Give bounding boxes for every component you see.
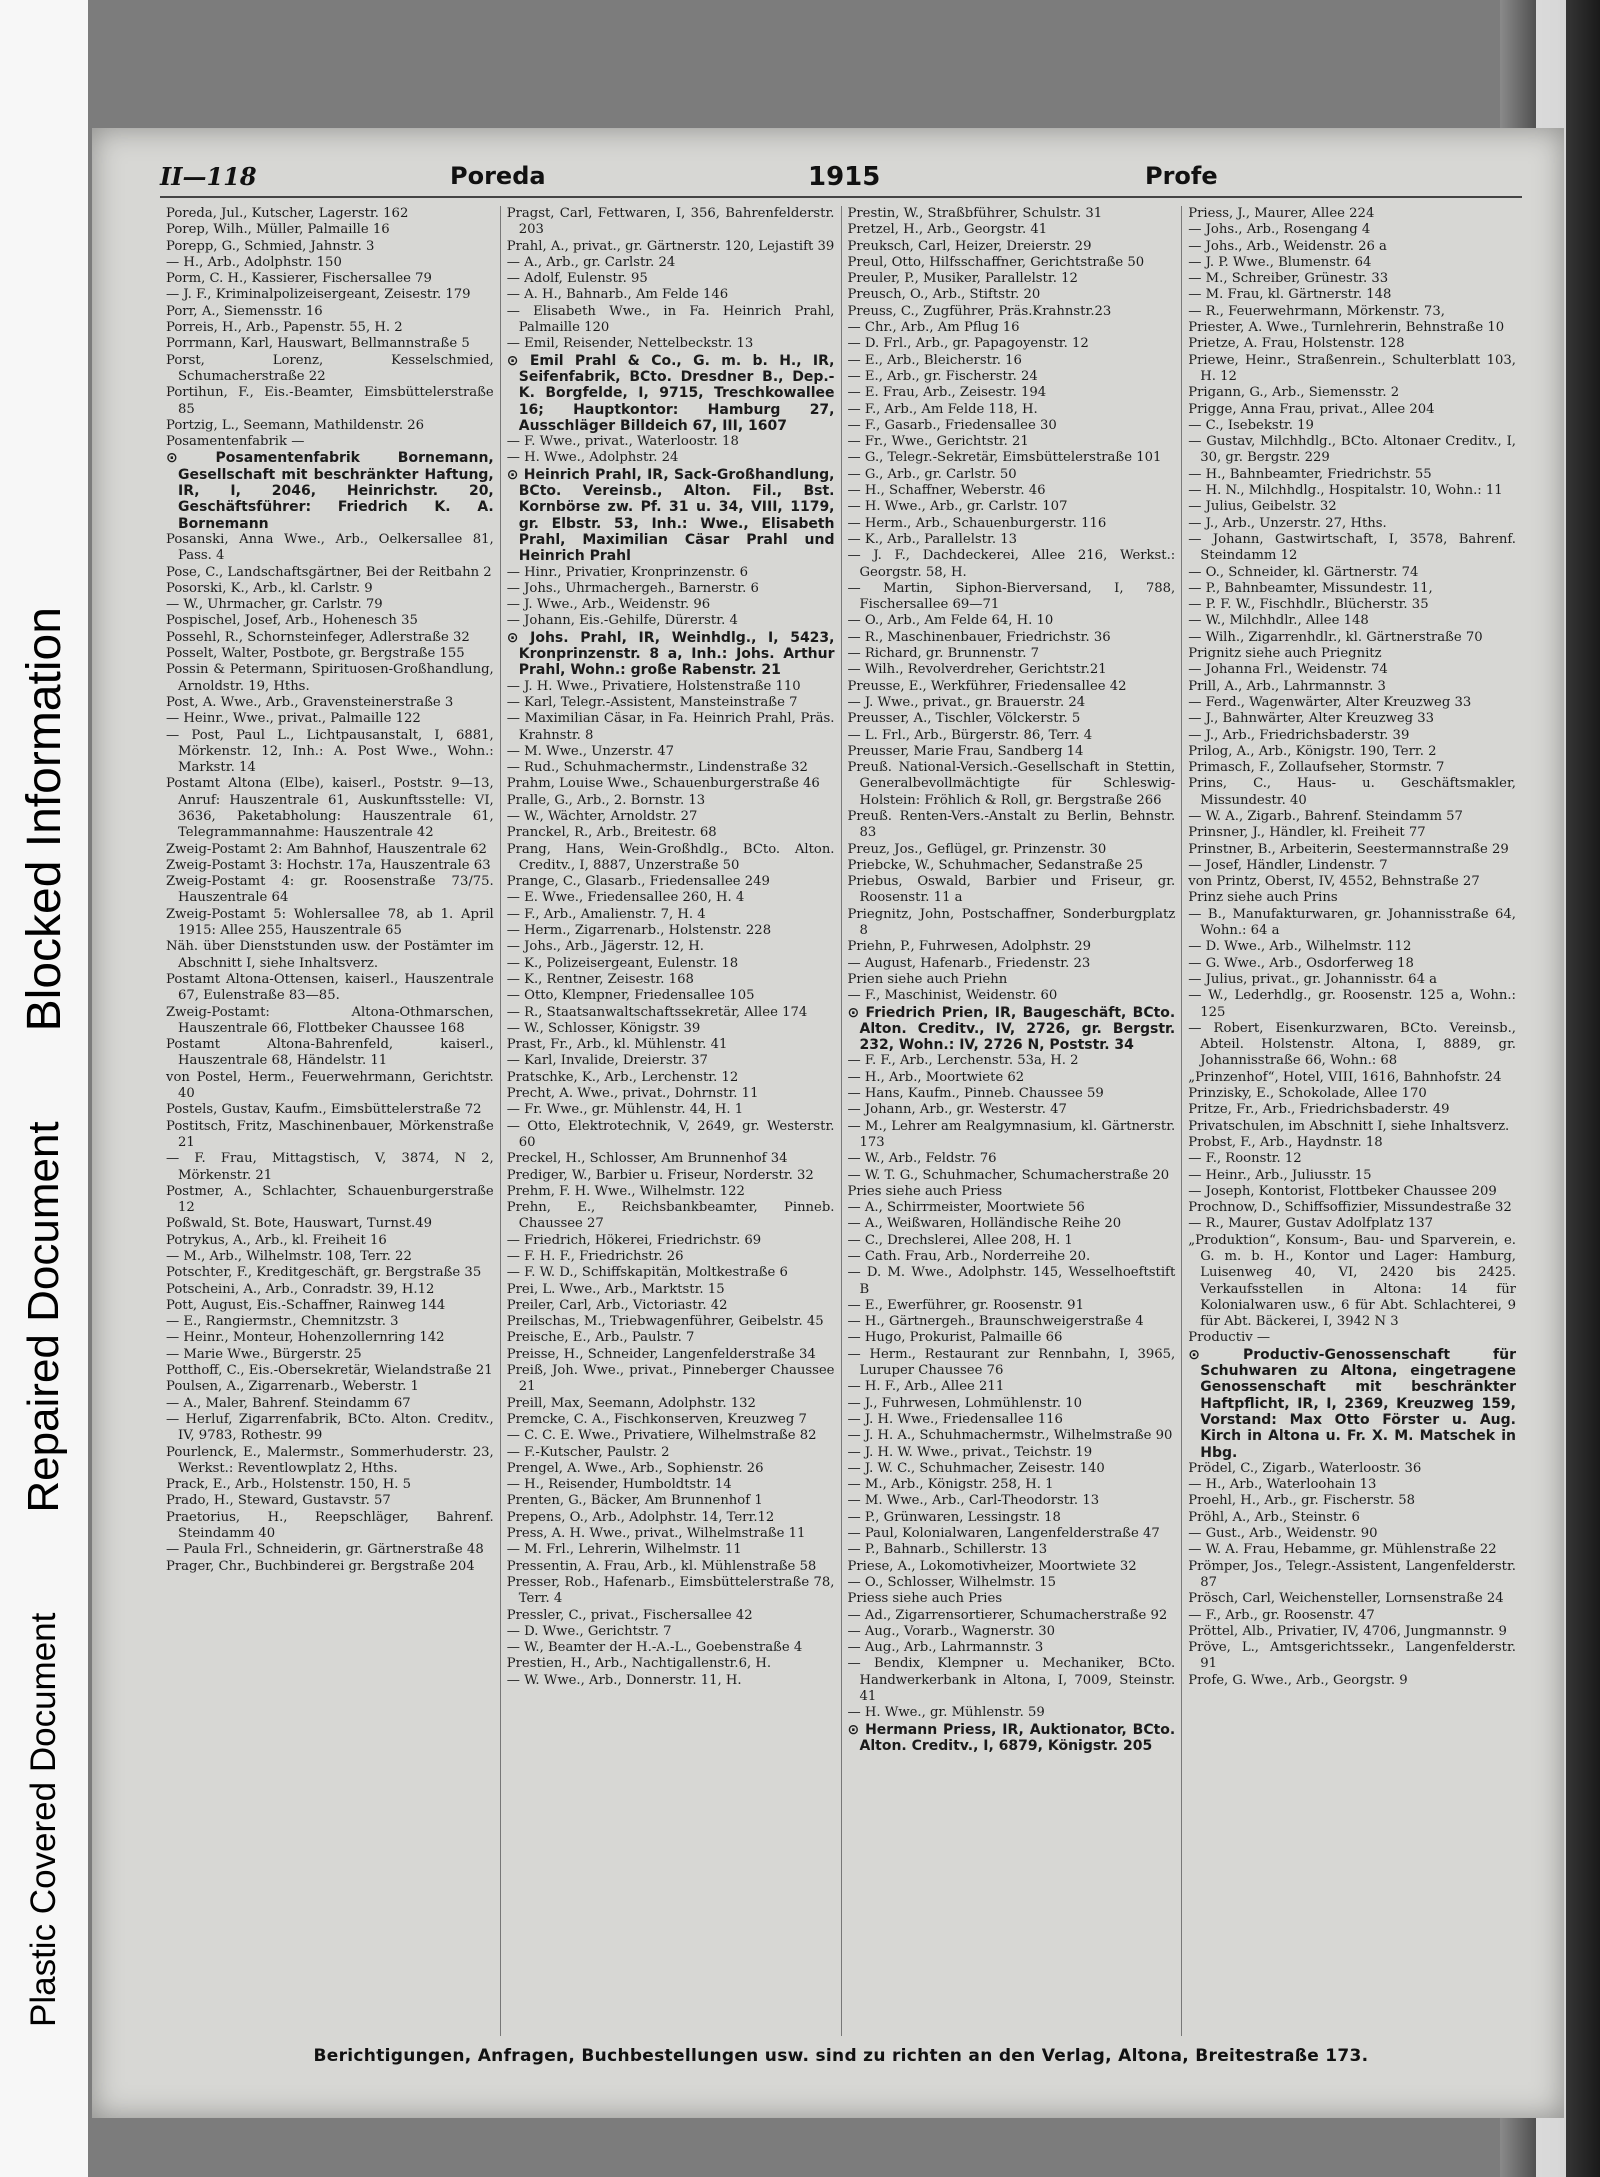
directory-entry: Priewe, Heinr., Straßenrein., Schulterblatt 103, H. 12 [1188,352,1516,384]
directory-entry: — O., Arb., Am Felde 64, H. 10 [847,613,1054,629]
directory-entry: — E., Arb., Bleicherstr. 16 [847,352,1022,368]
directory-entry: Zweig-Postamt 4: gr. Roosenstraße 73/75. Hauszentrale 64 [166,874,494,906]
directory-entry: — J. Wwe., privat., gr. Brauerstr. 24 [847,694,1086,710]
directory-entry: — A., Schirrmeister, Moortwiete 56 [847,1200,1085,1216]
directory-entry: — J. F., Dachdeckerei, Allee 216, Werkst.: Georgstr. 58, H. [847,548,1176,580]
directory-entry: ⊙ Friedrich Prien, IR, Baugeschäft, BCto. Alton. Creditv., IV, 2726, gr. Bergstr. 232, Wohn.: IV, 2726 N, Poststr. 34 [847,1004,1176,1054]
directory-entry: — W. A. Frau, Hebamme, gr. Mühlenstraße 22 [1188,1542,1497,1558]
directory-entry: Prigge, Anna Frau, privat., Allee 204 [1188,401,1435,417]
directory-entry: ⊙ Productiv-Genossenschaft für Schuhwaren zu Altona, eingetragene Genossenschaft mit beschränkter Haftpflicht, IR, I, 2369, Kreuzweg 159, Vorstand: Max Otto Förster u. Aug. Kirch in Altona u. Fr. X. M. Matschek in Hbg. [1188,1346,1516,1461]
directory-entry: ⊙ Hermann Priess, IR, Auktionator, BCto. Alton. Creditv., I, 6879, Königstr. 205 [847,1721,1176,1754]
directory-entry: — F., Maschinist, Weidenstr. 60 [847,988,1058,1004]
directory-entry: — M., Schreiber, Grünestr. 33 [1188,271,1389,287]
directory-entry: — Paula Frl., Schneiderin, gr. Gärtnerstraße 48 [166,1542,484,1558]
column-4 [1181,206,1522,2036]
directory-entry: — E. Wwe., Friedensallee 260, H. 4 [506,890,745,906]
directory-entry: Possehl, R., Schornsteinfeger, Adlerstraße 32 [166,629,470,645]
directory-entry: — Gust., Arb., Weidenstr. 90 [1188,1526,1378,1542]
directory-entry: — A., Arb., gr. Carlstr. 24 [506,254,676,270]
directory-entry: — Herm., Arb., Schauenburgerstr. 116 [847,515,1107,531]
directory-entry: Prinsner, J., Händler, kl. Freiheit 77 [1188,825,1426,841]
directory-entry: Press, A. H. Wwe., privat., Wilhelmstraße 11 [506,1526,806,1542]
directory-entry: von Postel, Herm., Feuerwehrmann, Gerichtstr. 40 [166,1069,494,1102]
directory-entry: — Ferd., Wagenwärter, Alter Kreuzweg 33 [1188,694,1472,710]
directory-entry: Portihun, F., Eis.-Beamter, Eimsbüttelerstraße 85 [166,385,494,417]
directory-entry: — Fr. Wwe., gr. Mühlenstr. 44, H. 1 [506,1102,744,1118]
directory-entry: — D. Wwe., Gerichtstr. 7 [506,1623,672,1639]
directory-entry: — J. F., Kriminalpolizeisergeant, Zeisestr. 179 [166,287,471,303]
directory-entry: Prödel, C., Zigarb., Waterloostr. 36 [1188,1460,1422,1476]
directory-entry: — M., Lehrer am Realgymnasium, kl. Gärtnerstr. 173 [847,1118,1176,1150]
directory-entry: — W. T. G., Schuhmacher, Schumacherstraße 20 [847,1167,1170,1183]
directory-entry: Priehn, P., Fuhrwesen, Adolphstr. 29 [847,939,1091,955]
directory-entry: Prill, A., Arb., Lahrmannstr. 3 [1188,678,1386,694]
directory-entry: Prestin, W., Straßbführer, Schulstr. 31 [847,206,1103,221]
directory-entry: — M. Frau, kl. Gärtnerstr. 148 [1188,287,1392,303]
entry-columns [160,206,1522,2036]
directory-entry: Prang, Hans, Wein-Großhdlg., BCto. Alton. Creditv., I, 8887, Unzerstraße 50 [506,841,835,873]
directory-entry: — K., Rentner, Zeisestr. 168 [506,971,694,987]
directory-entry: — F. H. F., Friedrichstr. 26 [506,1249,684,1264]
directory-entry: — Julius, privat., gr. Johannisstr. 64 a [1188,971,1438,987]
directory-entry: — Aug., Arb., Lahrmannstr. 3 [847,1640,1044,1656]
directory-entry: Preul, Otto, Hilfsschaffner, Gerichtstraße 50 [847,254,1145,270]
directory-entry: Pressentin, A. Frau, Arb., kl. Mühlenstraße 58 [506,1558,817,1574]
directory-entry: Zweig-Postamt 3: Hochstr. 17a, Hauszentrale 63 [166,857,491,873]
directory-entry: Probst, F., Arb., Haydnstr. 18 [1188,1134,1383,1150]
directory-entry: — Friedrich, Hökerei, Friedrichstr. 69 [506,1232,762,1248]
directory-entry: Porrmann, Karl, Hauswart, Bellmannstraße 5 [166,336,470,352]
directory-entry: Praetorius, H., Reepschläger, Bahrenf. Steindamm 40 [166,1509,494,1542]
directory-entry: — R., Maurer, Gustav Adolfplatz 137 [1188,1216,1434,1232]
directory-entry: Preckel, H., Schlosser, Am Brunnenhof 34 [506,1151,788,1167]
directory-entry: Pries siehe auch Priess [847,1183,1003,1199]
directory-entry: Postamt Altona-Bahrenfeld, kaiserl., Hauszentrale 68, Händelstr. 11 [166,1037,494,1069]
directory-entry: Prigann, G., Arb., Siemensstr. 2 [1188,385,1400,401]
directory-entry: — H. Wwe., Arb., gr. Carlstr. 107 [847,499,1068,515]
directory-entry: — Robert, Eisenkurzwaren, BCto. Vereinsb., Abteil. Holstenstr. Altona, I, 8889, gr. Johannisstraße 66, Wohn.: 68 [1188,1020,1516,1069]
directory-entry: Poßwald, St. Bote, Hauswart, Turnst.49 [166,1216,433,1232]
page-number: II—118 [160,162,257,191]
directory-entry: — F., Gasarb., Friedensallee 30 [847,417,1057,433]
directory-entry: Poulsen, A., Zigarrenarb., Weberstr. 1 [166,1379,419,1395]
directory-entry: — Julius, Geibelstr. 32 [1188,499,1337,515]
directory-entry: Portzig, L., Seemann, Mathildenstr. 26 [166,417,425,433]
directory-entry: — Hans, Kaufm., Pinneb. Chaussee 59 [847,1086,1104,1102]
directory-entry: — M. Wwe., Arb., Carl-Theodorstr. 13 [847,1493,1100,1509]
directory-entry: — L. Frl., Arb., Bürgerstr. 86, Terr. 4 [847,727,1093,743]
page-header [160,148,1522,198]
directory-entry: — P. F. W., Fischhdlr., Blücherstr. 35 [1188,597,1429,613]
directory-entry: Pröhl, A., Arb., Steinstr. 6 [1188,1509,1360,1525]
directory-entry: — Wilh., Revolverdreher, Gerichtstr.21 [847,662,1107,678]
directory-entry: — J. P. Wwe., Blumenstr. 64 [1188,254,1372,270]
directory-entry: Postels, Gustav, Kaufm., Eimsbüttelerstraße 72 [166,1102,482,1118]
directory-entry: Precht, A. Wwe., privat., Dohrnstr. 11 [506,1086,759,1102]
directory-entry: — F. Frau, Mittagstisch, V, 3874, N 2, Mörkenstr. 21 [166,1151,494,1183]
directory-entry: Productiv — [1188,1330,1271,1346]
directory-entry: Prenten, G., Bäcker, Am Brunnenhof 1 [506,1493,763,1509]
directory-entry: Pröve, L., Amtsgerichtssekr., Langenfelderstr. 91 [1188,1640,1516,1672]
directory-entry: — H. Wwe., gr. Mühlenstr. 59 [847,1705,1045,1721]
directory-entry: — J. H. W. Wwe., privat., Teichstr. 19 [847,1444,1093,1460]
directory-entry: Preilschas, M., Triebwagenführer, Geibelstr. 45 [506,1314,824,1330]
directory-entry: Profe, G. Wwe., Arb., Georgstr. 9 [1188,1672,1408,1688]
directory-entry: — Rud., Schuhmachermstr., Lindenstraße 32 [506,760,808,776]
directory-entry: Potschter, F., Kreditgeschäft, gr. Bergstraße 35 [166,1265,482,1281]
directory-entry: — Heinr., Wwe., privat., Palmaille 122 [166,711,421,727]
directory-entry: Pressler, C., privat., Fischersallee 42 [506,1607,753,1623]
directory-entry: — K., Polizeisergeant, Eulenstr. 18 [506,955,739,971]
column-3 [841,206,1182,2036]
directory-entry: — W. Wwe., Arb., Donnerstr. 11, H. [506,1672,742,1688]
directory-entry: Prien siehe auch Priehn [847,971,1008,987]
directory-entry: Prestien, H., Arb., Nachtigallenstr.6, H. [506,1656,772,1672]
directory-entry: — W., Wächter, Arnoldstr. 27 [506,808,698,824]
directory-entry: Prinz siehe auch Prins [1188,890,1338,906]
directory-entry: — J. Wwe., Arb., Weidenstr. 96 [506,597,711,613]
directory-entry: — H., Schaffner, Weberstr. 46 [847,483,1046,499]
directory-entry: — H., Arb., Moortwiete 62 [847,1069,1025,1085]
directory-entry: Possin & Petermann, Spirituosen-Großhandlung, Arnoldstr. 19, Hths. [166,662,494,694]
directory-entry: — Karl, Invalide, Dreierstr. 37 [506,1053,708,1069]
directory-entry: — F. Wwe., privat., Waterloostr. 18 [506,434,739,450]
directory-entry: Prilog, A., Arb., Königstr. 190, Terr. 2 [1188,743,1437,759]
directory-entry: — J. W. C., Schuhmacher, Zeisestr. 140 [847,1460,1105,1476]
directory-entry: — F., Arb., Am Felde 118, H. [847,401,1038,417]
directory-entry: — Hugo, Prokurist, Palmaille 66 [847,1330,1063,1346]
directory-entry: — Cath. Frau, Arb., Norderreihe 20. [847,1249,1091,1264]
directory-entry: — H., Reisender, Humboldtstr. 14 [506,1477,732,1493]
directory-entry: — Wilh., Zigarrenhdlr., kl. Gärtnerstraße 70 [1188,629,1483,645]
directory-entry: — F., Arb., gr. Roosenstr. 47 [1188,1607,1375,1623]
directory-entry: — J., Bahnwärter, Alter Kreuzweg 33 [1188,711,1435,727]
directory-entry: — W., Uhrmacher, gr. Carlstr. 79 [166,597,383,613]
directory-entry: — H., Gärtnergeh., Braunschweigerstraße 4 [847,1314,1144,1330]
directory-entry: Preuz, Jos., Geflügel, gr. Prinzenstr. 30 [847,841,1107,857]
directory-entry: — R., Maschinenbauer, Friedrichstr. 36 [847,629,1111,645]
directory-entry: — Marie Wwe., Bürgerstr. 25 [166,1346,362,1362]
directory-entry: Pospischel, Josef, Arb., Hohenesch 35 [166,613,418,629]
directory-entry: Prinstner, B., Arbeiterin, Seestermannstraße 29 [1188,841,1509,857]
directory-entry: „Prinzenhof“, Hotel, VIII, 1616, Bahnhofstr. 24 [1188,1069,1502,1085]
directory-entry: Prietze, A. Frau, Holstenstr. 128 [1188,336,1405,352]
directory-entry: Postamt Altona (Elbe), kaiserl., Poststr. 9—13, Anruf: Hauszentrale 61, Auskunftsstelle: VI, 3636, Paketabholung: Hauszentrale 61, Telegrammannahme: Hauszentrale 42 [166,776,494,841]
directory-entry: Pritze, Fr., Arb., Friedrichsbaderstr. 49 [1188,1102,1450,1118]
directory-entry: Porr, A., Siemensstr. 16 [166,303,323,319]
directory-entry: Preiler, Carl, Arb., Victoriastr. 42 [506,1297,728,1313]
directory-entry: — H. F., Arb., Allee 211 [847,1379,1005,1395]
directory-entry: — G., Telegr.-Sekretär, Eimsbüttelerstraße 101 [847,450,1162,466]
directory-entry: Privatschulen, im Abschnitt I, siehe Inhaltsverz. [1188,1118,1510,1134]
directory-entry: Prepens, O., Arb., Adolphstr. 14, Terr.12 [506,1509,775,1525]
directory-entry: Prange, C., Glasarb., Friedensallee 249 [506,874,770,890]
directory-entry: — M. Frl., Lehrerin, Wilhelmstr. 11 [506,1542,742,1558]
directory-entry: Post, A. Wwe., Arb., Gravensteinerstraße 3 [166,694,454,710]
directory-entry: Preiß, Joh. Wwe., privat., Pinneberger Chaussee 21 [506,1363,835,1395]
directory-entry: Prei, L. Wwe., Arb., Marktstr. 15 [506,1281,725,1297]
directory-entry: Postitsch, Fritz, Maschinenbauer, Mörkenstraße 21 [166,1118,494,1150]
directory-entry: Porreis, H., Arb., Papenstr. 55, H. 2 [166,320,403,336]
directory-entry: — Herluf, Zigarrenfabrik, BCto. Alton. Creditv., IV, 9783, Rothestr. 99 [166,1411,494,1444]
directory-entry: — Martin, Siphon-Bierversand, I, 788, Fischersallee 69—71 [847,580,1176,613]
directory-entry: — W., Arb., Feldstr. 76 [847,1151,997,1167]
directory-entry: — Fr., Wwe., Gerichtstr. 21 [847,434,1029,450]
directory-entry: Priese, A., Lokomotivheizer, Moortwiete 32 [847,1558,1137,1574]
repaired-document-label: Repaired Document [19,1121,68,1513]
directory-entry: Zweig-Postamt 5: Wohlersallee 78, ab 1. April 1915: Allee 255, Hauszentrale 65 [166,906,494,939]
directory-entry: — E., Ewerführer, gr. Roosenstr. 91 [847,1297,1084,1313]
directory-entry: — H., Arb., Adolphstr. 150 [166,254,342,270]
directory-entry: — K., Arb., Parallelstr. 13 [847,531,1018,547]
directory-entry: Preusch, O., Arb., Stiftstr. 20 [847,287,1041,303]
directory-entry: — R., Staatsanwaltschaftssekretär, Allee 174 [506,1004,808,1020]
directory-entry: Prado, H., Steward, Gustavstr. 57 [166,1493,391,1509]
plastic-covered-label: Plastic Covered Document [24,1612,63,2027]
directory-entry: Preuss, C., Zugführer, Präs.Krahnstr.23 [847,303,1112,319]
directory-entry: — F., Roonstr. 12 [1188,1151,1302,1167]
directory-entry: Prignitz siehe auch Priegnitz [1188,646,1382,662]
header-first-entry: Poreda [450,162,546,190]
directory-entry: — H. N., Milchhdlg., Hospitalstr. 10, Wohn.: 11 [1188,483,1503,499]
directory-entry: Porm, C. H., Kassierer, Fischersallee 79 [166,271,432,287]
directory-entry: — B., Manufakturwaren, gr. Johannisstraße 64, Wohn.: 64 a [1188,906,1516,939]
directory-entry: Posorski, K., Arb., kl. Carlstr. 9 [166,580,373,596]
directory-entry: — Johann, Gastwirtschaft, I, 3578, Bahrenf. Steindamm 12 [1188,531,1516,564]
directory-entry: — Johs., Arb., Rosengang 4 [1188,222,1371,238]
directory-entry: — C. C. E. Wwe., Privatiere, Wilhelmstraße 82 [506,1428,817,1444]
directory-entry: — H. Wwe., Adolphstr. 24 [506,450,679,466]
directory-entry: Prack, E., Arb., Holstenstr. 150, H. 5 [166,1477,412,1493]
directory-entry: — W., Lederhdlg., gr. Roosenstr. 125 a, Wohn.: 125 [1188,988,1516,1020]
directory-entry: ⊙ Johs. Prahl, IR, Weinhdlg., I, 5423, Kronprinzenstr. 8 a, Inh.: Johs. Arthur Prahl, Wohn.: große Rabenstr. 21 [506,629,835,679]
directory-entry: — A., Maler, Bahrenf. Steindamm 67 [166,1395,411,1411]
directory-entry: Porepp, G., Schmied, Jahnstr. 3 [166,238,375,254]
directory-entry: — C., Drechslerei, Allee 208, H. 1 [847,1232,1073,1248]
directory-entry: Posselt, Walter, Postbote, gr. Bergstraße 155 [166,646,465,662]
directory-entry: Pragst, Carl, Fettwaren, I, 356, Bahrenfelderstr. 203 [506,206,835,238]
directory-entry: Posamentenfabrik — [166,434,305,450]
directory-entry: — Maximilian Cäsar, in Fa. Heinrich Prahl, Präs. Krahnstr. 8 [506,711,835,743]
directory-entry: Pretzel, H., Arb., Georgstr. 41 [847,222,1048,238]
directory-entry: Priegnitz, John, Postschaffner, Sonderburgplatz 8 [847,906,1176,939]
directory-entry: — P., Grünwaren, Lessingstr. 18 [847,1509,1061,1525]
directory-entry: — Johs., Uhrmachergeh., Barnerstr. 6 [506,580,759,596]
directory-entry: von Printz, Oberst, IV, 4552, Behnstraße 27 [1188,874,1480,890]
directory-entry: — P., Bahnbeamter, Missundestr. 11, [1188,580,1433,596]
directory-entry: Preill, Max, Seemann, Adolphstr. 132 [506,1395,756,1411]
directory-entry: — Hinr., Privatier, Kronprinzenstr. 6 [506,564,749,580]
directory-entry: — G. Wwe., Arb., Osdorferweg 18 [1188,955,1414,971]
directory-entry: — W. A., Zigarb., Bahrenf. Steindamm 57 [1188,808,1463,824]
directory-entry: — Ad., Zigarrensortierer, Schumacherstraße 92 [847,1607,1168,1623]
directory-entry: Pralle, G., Arb., 2. Bornstr. 13 [506,792,706,808]
directory-entry: ⊙ Emil Prahl & Co., G. m. b. H., IR, Seifenfabrik, BCto. Dresdner B., Dep.-K. Borgfelde, I, 9715, Treschkowallee 16; Hauptkontor: Hamburg 27, Ausschläger Billdeich 67, III, 1607 [506,352,835,434]
directory-entry: Potscheini, A., Arb., Conradstr. 39, H.12 [166,1281,435,1297]
directory-entry: — A., Weißwaren, Holländische Reihe 20 [847,1216,1122,1232]
directory-entry: Poreda, Jul., Kutscher, Lagerstr. 162 [166,206,409,221]
directory-entry: Premcke, C. A., Fischkonserven, Kreuzweg 7 [506,1411,807,1427]
directory-entry: — Bendix, Klempner u. Mechaniker, BCto. Handwerkerbank in Altona, I, 7009, Steinstr. 41 [847,1656,1176,1705]
directory-entry: Preusser, Marie Frau, Sandberg 14 [847,743,1084,759]
directory-entry: Prehm, F. H. Wwe., Wilhelmstr. 122 [506,1183,745,1199]
directory-entry: — O., Schneider, kl. Gärtnerstr. 74 [1188,564,1419,580]
directory-entry: Zweig-Postamt: Altona-Othmarschen, Hauszentrale 66, Flottbeker Chaussee 168 [166,1004,494,1036]
directory-entry: — F., Arb., Amalienstr. 7, H. 4 [506,906,706,922]
directory-entry: — F. W. D., Schiffskapitän, Moltkestraße 6 [506,1265,788,1281]
directory-entry: — W., Milchhdlr., Allee 148 [1188,613,1369,629]
directory-entry: — Post, Paul L., Lichtpausanstalt, I, 6881, Mörkenstr. 12, Inh.: A. Post Wwe., Wohn.: Markstr. 14 [166,727,494,776]
directory-entry: — F.-Kutscher, Paulstr. 2 [506,1444,670,1460]
directory-entry: — G., Arb., gr. Carlstr. 50 [847,466,1017,482]
directory-entry: ⊙ Posamentenfabrik Bornemann, Gesellschaft mit beschränkter Haftung, IR, I, 2046, Heinrichstr. 20, Geschäftsführer: Friedrich K. A. Bornemann [166,450,494,532]
directory-entry: — Chr., Arb., Am Pflug 16 [847,320,1020,336]
directory-entry: — M., Arb., Königstr. 258, H. 1 [847,1477,1054,1493]
directory-entry: Pourlenck, E., Malermstr., Sommerhuderstr. 23, Werkst.: Reventlowplatz 2, Hths. [166,1444,494,1476]
directory-entry: Näh. über Dienststunden usw. der Postämter im Abschnitt I, siehe Inhaltsverz. [166,939,494,971]
directory-entry: Preuß. Renten-Vers.-Anstalt zu Berlin, Behnstr. 83 [847,808,1176,841]
directory-entry: Preusser, A., Tischler, Völckerstr. 5 [847,711,1081,727]
directory-entry: Preuksch, Carl, Heizer, Dreierstr. 29 [847,238,1092,254]
directory-entry: Prömper, Jos., Telegr.-Assistent, Langenfelderstr. 87 [1188,1558,1516,1590]
directory-entry: — M., Arb., Wilhelmstr. 108, Terr. 22 [166,1249,412,1264]
directory-entry: — Otto, Klempner, Friedensallee 105 [506,988,755,1004]
directory-entry: Primasch, F., Zollaufseher, Stormstr. 7 [1188,760,1445,776]
directory-entry: — D. M. Wwe., Adolphstr. 145, Wesselhoeftstift B [847,1265,1176,1297]
directory-entry: Prehn, E., Reichsbankbeamter, Pinneb. Chaussee 27 [506,1200,835,1232]
directory-entry: Porep, Wilh., Müller, Palmaille 16 [166,222,390,238]
directory-entry: — Heinr., Arb., Juliusstr. 15 [1188,1167,1372,1183]
directory-entry: — Paul, Kolonialwaren, Langenfelderstraße 47 [847,1526,1160,1542]
directory-entry: Priebus, Oswald, Barbier und Friseur, gr. Roosenstr. 11 a [847,874,1176,906]
directory-entry: — Herm., Restaurant zur Rennbahn, I, 3965, Luruper Chaussee 76 [847,1346,1176,1379]
directory-entry: — A. H., Bahnarb., Am Felde 146 [506,287,729,303]
directory-entry: — Johann, Arb., gr. Westerstr. 47 [847,1102,1067,1118]
directory-entry: — M. Wwe., Unzerstr. 47 [506,743,674,759]
directory-entry: Potrykus, A., Arb., kl. Freiheit 16 [166,1232,387,1248]
directory-entry: — R., Feuerwehrmann, Mörkenstr. 73, [1188,303,1445,319]
directory-entry: — W., Beamter der H.-A.-L., Goebenstraße 4 [506,1640,803,1656]
header-last-entry: Profe [1145,162,1218,190]
directory-entry: — J., Arb., Unzerstr. 27, Hths. [1188,515,1387,531]
directory-entry: — J., Arb., Friedrichsbaderstr. 39 [1188,727,1410,743]
directory-entry: — Johanna Frl., Weidenstr. 74 [1188,662,1388,678]
directory-entry: Preusse, E., Werkführer, Friedensallee 42 [847,678,1127,694]
directory-entry: — Johs., Arb., Jägerstr. 12, H. [506,939,704,955]
directory-entry: Prast, Fr., Arb., kl. Mühlenstr. 41 [506,1037,728,1053]
directory-entry: — O., Schlosser, Wilhelmstr. 15 [847,1574,1057,1590]
directory-entry: Priess siehe auch Pries [847,1591,1003,1607]
directory-entry: — Elisabeth Wwe., in Fa. Heinrich Prahl, Palmaille 120 [506,303,835,336]
directory-entry: — J. H. A., Schuhmachermstr., Wilhelmstraße 90 [847,1428,1173,1444]
directory-entry: — August, Hafenarb., Friedenstr. 23 [847,955,1091,971]
directory-entry: ⊙ Heinrich Prahl, IR, Sack-Großhandlung, BCto. Vereinsb., Alton. Fil., Bst. Kornbörse zw. Pf. 31 u. 34, VIII, 1179, gr. Elbstr. 53, Inh.: Wwe., Elisabeth Prahl, Maximilian Cäsar Prahl und Heinrich Prahl [506,466,835,565]
directory-entry: Zweig-Postamt 2: Am Bahnhof, Hauszentrale 62 [166,841,487,857]
directory-entry: — Richard, gr. Brunnenstr. 7 [847,646,1040,662]
directory-entry: Preische, E., Arb., Paulstr. 7 [506,1330,695,1346]
directory-entry: Presser, Rob., Hafenarb., Eimsbüttelerstraße 78, Terr. 4 [506,1574,835,1607]
directory-entry: — J. H. Wwe., Privatiere, Holstenstraße 110 [506,678,801,694]
directory-entry: Prahm, Louise Wwe., Schauenburgerstraße 46 [506,776,820,792]
directory-entry: Pratschke, K., Arb., Lerchenstr. 12 [506,1069,739,1085]
directory-entry: — E., Rangiermstr., Chemnitzstr. 3 [166,1314,399,1330]
header-year: 1915 [808,162,881,192]
directory-entry: Prager, Chr., Buchbinderei gr. Bergstraße 204 [166,1558,475,1574]
directory-entry: — Otto, Elektrotechnik, V, 2649, gr. Westerstr. 60 [506,1118,835,1150]
directory-entry: — Joseph, Kontorist, Flottbeker Chaussee 209 [1188,1183,1497,1199]
directory-entry: Prediger, W., Barbier u. Friseur, Norderstr. 32 [506,1167,814,1183]
directory-entry: — Heinr., Monteur, Hohenzollernring 142 [166,1330,445,1346]
directory-entry: — H., Arb., Waterloohain 13 [1188,1477,1377,1493]
directory-entry: Postamt Altona-Ottensen, kaiserl., Hauszentrale 67, Eulenstraße 83—85. [166,971,494,1004]
column-2 [500,206,841,2036]
directory-entry: Preuler, P., Musiker, Parallelstr. 12 [847,271,1078,287]
scan-label-strip [0,0,88,2177]
directory-entry: — J. H. Wwe., Friedensallee 116 [847,1411,1063,1427]
directory-entry: — E., Arb., gr. Fischerstr. 24 [847,368,1038,384]
directory-entry: — D. Wwe., Arb., Wilhelmstr. 112 [1188,939,1412,955]
directory-entry: Proehl, H., Arb., gr. Fischerstr. 58 [1188,1493,1416,1509]
directory-page [92,128,1564,2118]
directory-entry: — Emil, Reisender, Nettelbeckstr. 13 [506,336,754,352]
directory-entry: Prahl, A., privat., gr. Gärtnerstr. 120, Lejastift 39 [506,238,835,254]
directory-entry: Priess, J., Maurer, Allee 224 [1188,206,1375,221]
directory-entry: Preuß. National-Versich.-Gesellschaft in Stettin, Generalbevollmächtigte für Schleswig-Holstein: Fröhlich & Roll, gr. Bergstraße 266 [847,760,1176,808]
directory-entry: — Adolf, Eulenstr. 95 [506,271,648,287]
directory-entry: — Johs., Arb., Weidenstr. 26 a [1188,238,1387,254]
column-1 [160,206,500,2036]
directory-entry: — F. F., Arb., Lerchenstr. 53a, H. 2 [847,1053,1079,1069]
directory-entry: Pose, C., Landschaftsgärtner, Bei der Reitbahn 2 [166,564,492,580]
directory-entry: — Gustav, Milchhdlg., BCto. Altonaer Creditv., I, 30, gr. Bergstr. 229 [1188,434,1516,466]
directory-entry: Priester, A. Wwe., Turnlehrerin, Behnstraße 10 [1188,320,1505,336]
directory-entry: — Josef, Händler, Lindenstr. 7 [1188,857,1388,873]
blocked-information-label: Blocked Information [17,607,71,1032]
directory-entry: Prösch, Carl, Weichensteller, Lornsenstraße 24 [1188,1591,1504,1607]
directory-entry: — C., Isebekstr. 19 [1188,417,1314,433]
directory-entry: Potthoff, C., Eis.-Obersekretär, Wielandstraße 21 [166,1363,493,1379]
directory-entry: Posanski, Anna Wwe., Arb., Oelkersallee 81, Pass. 4 [166,531,494,564]
publisher-footer: Berichtigungen, Anfragen, Buchbestellungen usw. sind zu richten an den Verlag, Altona, Breitestraße 173. [313,2046,1369,2066]
directory-entry: — D. Frl., Arb., gr. Papagoyenstr. 12 [847,336,1089,352]
directory-entry: — Johann, Eis.-Gehilfe, Dürerstr. 4 [506,613,738,629]
directory-entry: — Karl, Telegr.-Assistent, Mansteinstraße 7 [506,694,798,710]
directory-entry: Pranckel, R., Arb., Breitestr. 68 [506,825,717,841]
directory-entry: Prins, C., Haus- u. Geschäftsmakler, Missundestr. 40 [1188,776,1516,808]
directory-entry: — Herm., Zigarrenarb., Holstenstr. 228 [506,923,772,939]
directory-entry: Pott, August, Eis.-Schaffner, Rainweg 144 [166,1297,446,1313]
directory-entry: Priebcke, W., Schuhmacher, Sedanstraße 25 [847,857,1144,873]
directory-entry: — P., Bahnarb., Schillerstr. 13 [847,1542,1048,1558]
directory-entry: — H., Bahnbeamter, Friedrichstr. 55 [1188,466,1432,482]
directory-entry: Pröttel, Alb., Privatier, IV, 4706, Jungmannstr. 9 [1188,1623,1507,1639]
directory-entry: Prinzisky, E., Schokolade, Allee 170 [1188,1086,1427,1102]
directory-entry: Postmer, A., Schlachter, Schauenburgerstraße 12 [166,1183,494,1216]
directory-entry: Porst, Lorenz, Kesselschmied, Schumacherstraße 22 [166,352,494,384]
scan-labels [0,0,88,2177]
directory-entry: — W., Schlosser, Königstr. 39 [506,1020,701,1036]
directory-entry: Prochnow, D., Schiffsoffizier, Missundestraße 32 [1188,1200,1512,1216]
directory-entry: Preisse, H., Schneider, Langenfelderstraße 34 [506,1346,816,1362]
directory-entry: Prengel, A. Wwe., Arb., Sophienstr. 26 [506,1460,764,1476]
directory-entry: — J., Fuhrwesen, Lohmühlenstr. 10 [847,1395,1082,1411]
directory-entry: — Aug., Vorarb., Wagnerstr. 30 [847,1623,1056,1639]
directory-entry: — E. Frau, Arb., Zeisestr. 194 [847,385,1047,401]
directory-entry: „Produktion“, Konsum-, Bau- und Sparverein, e. G. m. b. H., Kontor und Lager: Hamburg, Luisenweg 40, VI, 2420 bis 2425. Verkaufsstellen in Altona: 14 für Kolonialwaren usw., 6 für Abt. Schlachterei, 9 für Abt. Bäckerei, I, 3942 N 3 [1188,1232,1516,1330]
